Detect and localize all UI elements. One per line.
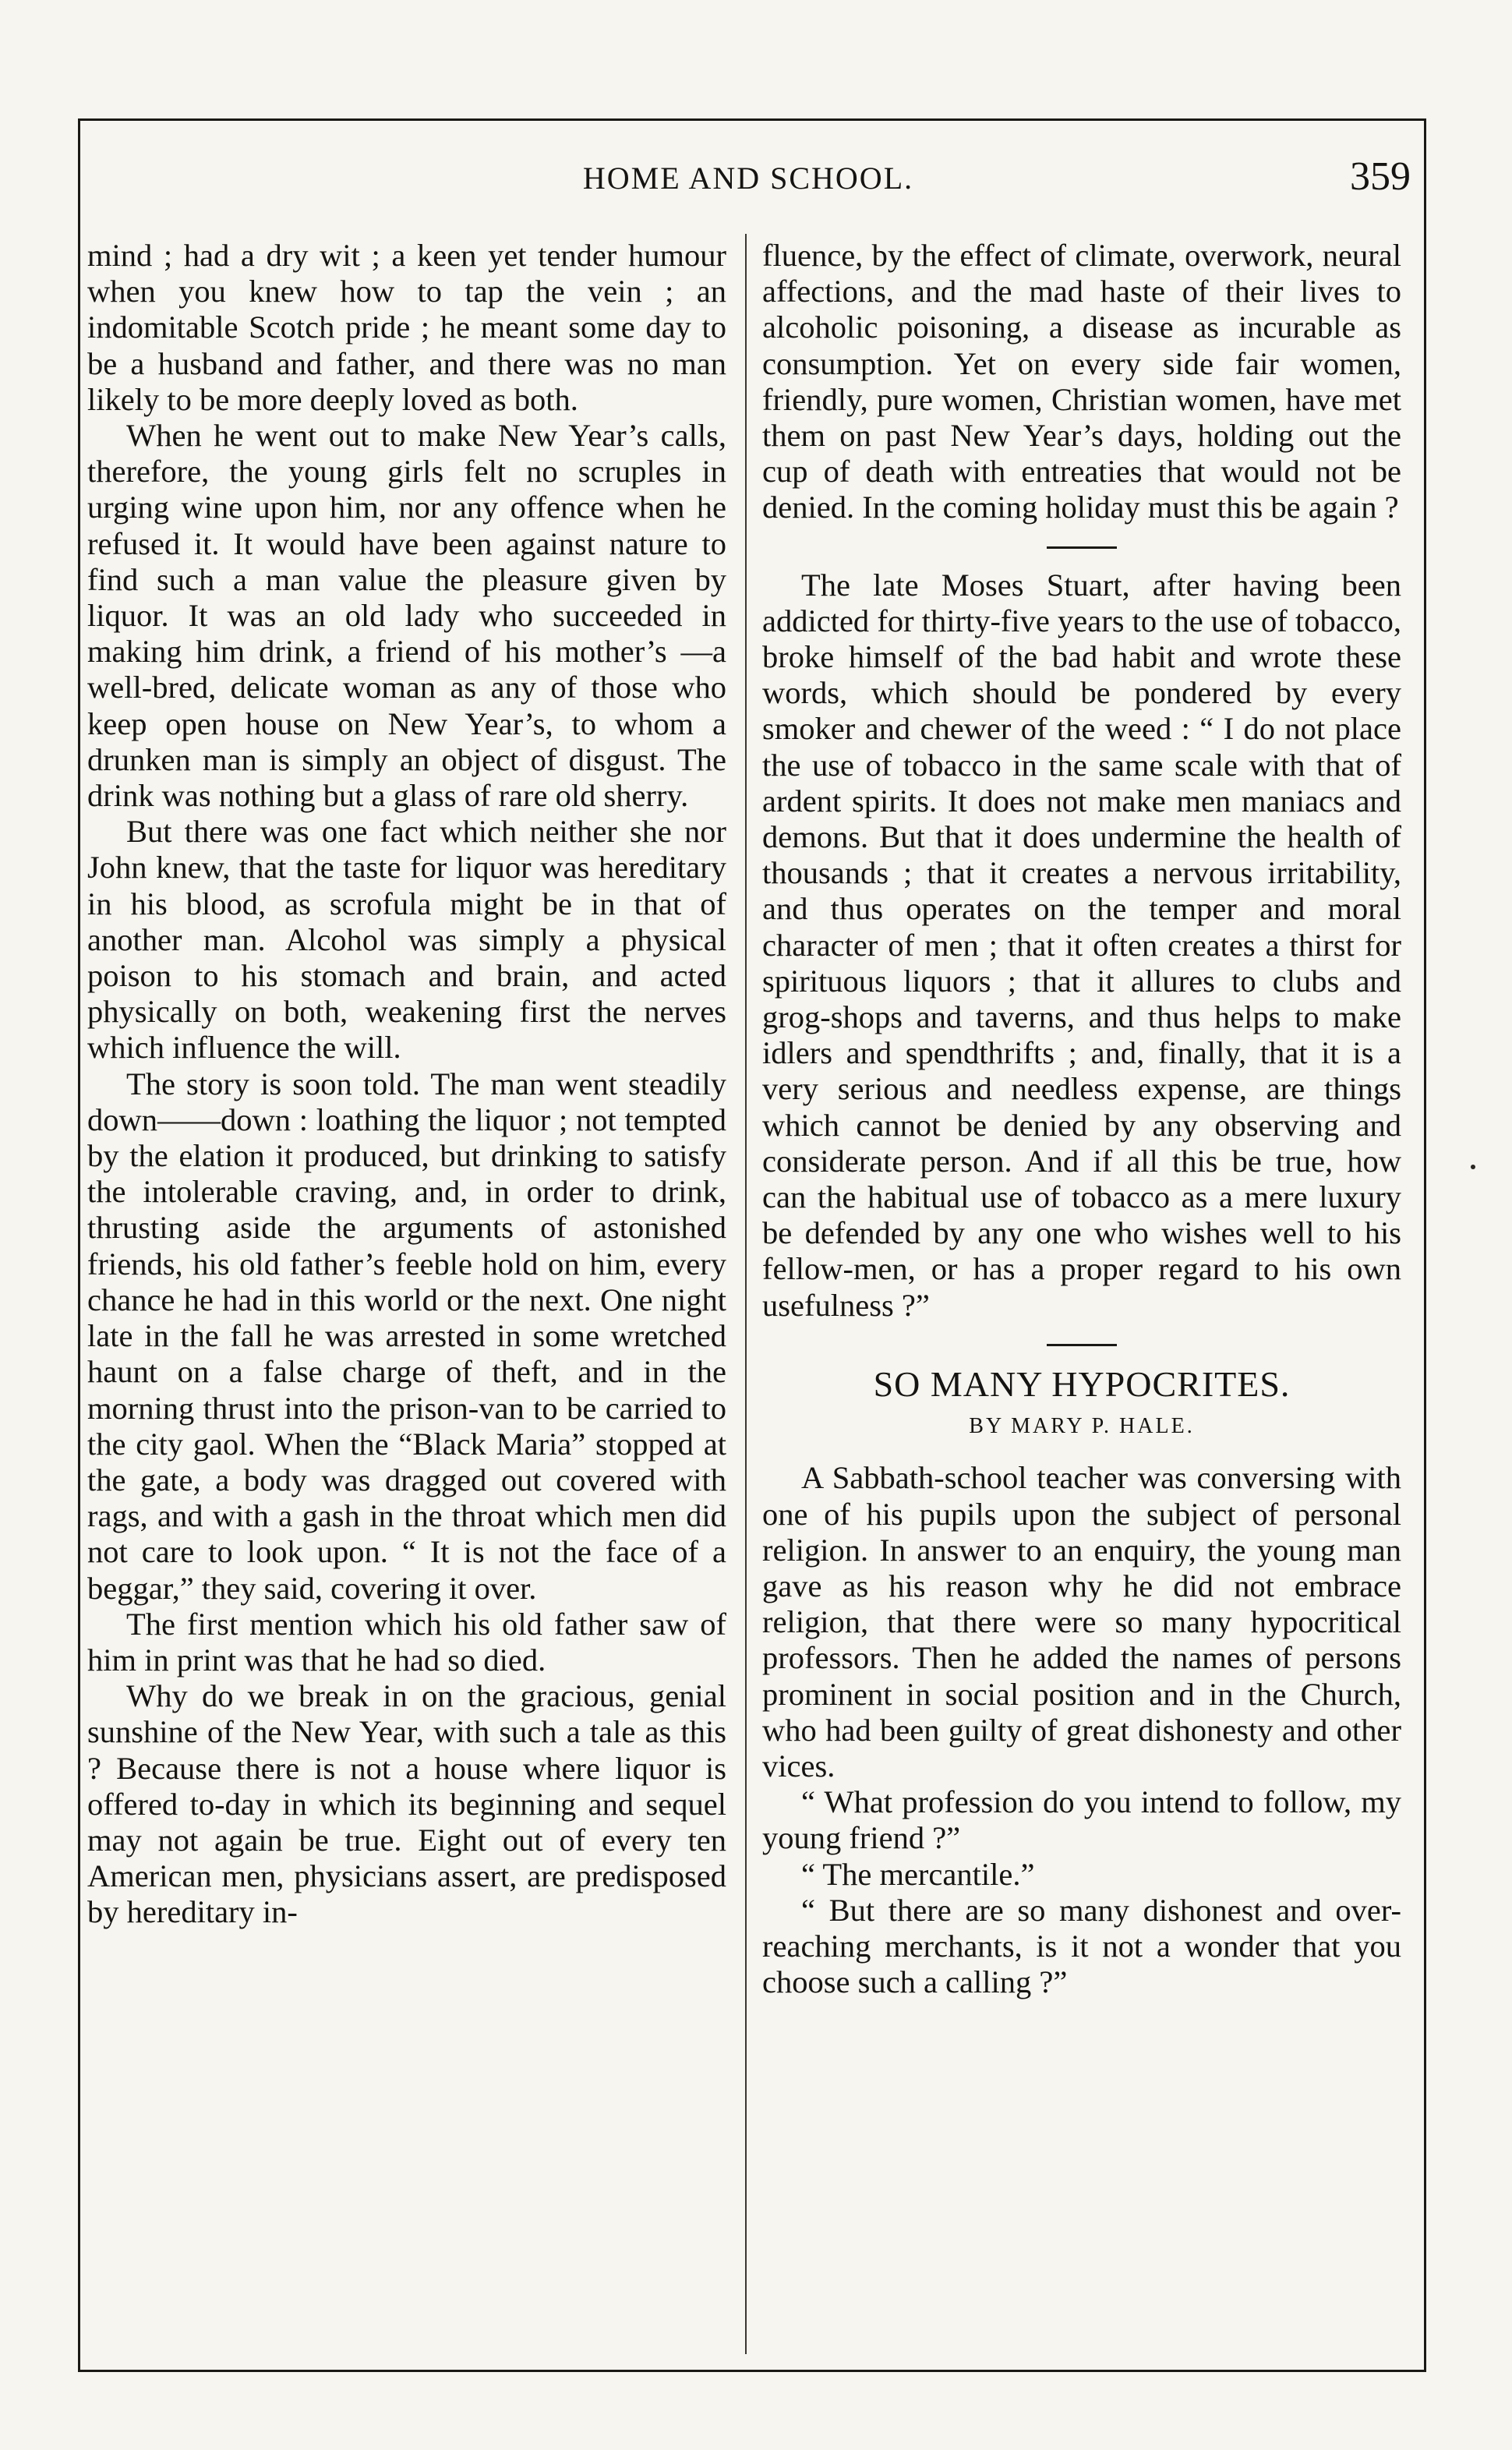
paragraph: fluence, by the effect of climate, overwork, neural affections, and the mad haste of their lives to alcoholic poisoning, a disease as incurable as consumption. Yet on every side fair women, friendly, pure women, Christian women, have met them on past New Year’s days, holding out the cup of death with entreaties that would not be denied. In the coming holiday must this be again ? bbox=[762, 238, 1401, 525]
left-border-rule bbox=[78, 118, 80, 2372]
paragraph: “ But there are so many dishonest and over-reaching merchants, is it not a wonder that you choose such a calling ?” bbox=[762, 1892, 1401, 2000]
article-byline: BY MARY P. HALE. bbox=[969, 1414, 1195, 1439]
article-title: SO MANY HYPOCRITES. bbox=[873, 1363, 1291, 1404]
right-border-rule bbox=[1424, 118, 1426, 2372]
paragraph: mind ; had a dry wit ; a keen yet tender humour when you knew how to tap the vein ; an indomitable Scotch pride ; he meant some day to be a husband and father, and there was no man likely to be more deeply loved as both. bbox=[87, 238, 726, 417]
running-head bbox=[86, 154, 1411, 207]
right-column bbox=[762, 238, 1401, 2000]
page-number: 359 bbox=[1350, 154, 1411, 199]
paragraph: Why do we break in on the gracious, genial sunshine of the New Year, with such a tale as this ? Because there is not a house where liquor is offered to-day in which its beginning and sequel may not again be true. Eight out of every ten American men, physicians assert, are predisposed by hereditary in- bbox=[87, 1678, 726, 1930]
top-border-rule bbox=[78, 118, 1426, 121]
bottom-border-rule bbox=[78, 2370, 1426, 2372]
left-column bbox=[87, 238, 726, 1931]
margin-speck bbox=[1471, 1165, 1475, 1169]
section-divider bbox=[1047, 546, 1117, 549]
paragraph: The late Moses Stuart, after having been addicted for thirty-five years to the use of tobacco, broke himself of the bad habit and wrote these words, which should be pondered by every smoker and chewer of the weed : “ I do not place the use of tobacco in the same scale with that of ardent spirits. It does not make men maniacs and demons. But that it does undermine the health of thousands ; that it creates a nervous irritability, and thus operates on the temper and moral character of men ; that it often creates a thirst for spirituous liquors ; that it allures to clubs and grog-shops and taverns, and thus helps to make idlers and spendthrifts ; and, finally, that it is a very serious and needless expense, are things which cannot be denied by any observing and considerate person. And if all this be true, how can the habitual use of tobacco as a mere luxury be defended by any one who wishes well to his fellow-men, or has a proper regard to his own usefulness ?” bbox=[762, 567, 1401, 1323]
paragraph: “ The mercantile.” bbox=[801, 1856, 1035, 1892]
column-divider bbox=[745, 234, 747, 2354]
paragraph: “ What profession do you intend to follow, my young friend ?” bbox=[762, 1784, 1401, 1856]
paragraph: The first mention which his old father saw of him in print was that he had so died. bbox=[87, 1606, 726, 1678]
paragraph: The story is soon told. The man went steadily down——down : loathing the liquor ; not tempted by the elation it produced, but drinking to satisfy the intolerable craving, and, in order to drink, thrusting aside the arguments of astonished friends, his old father’s feeble hold on him, every chance he had in this world or the next. One night late in the fall he was arrested in some wretched haunt on a false charge of theft, and in the morning thrust into the prison-van to be carried to the city gaol. When the “Black Maria” stopped at the gate, a body was dragged out covered with rags, and with a gash in the throat which men did not care to look upon. “ It is not the face of a beggar,” they said, covering it over. bbox=[87, 1066, 726, 1606]
section-divider bbox=[1047, 1344, 1117, 1346]
running-title: HOME AND SCHOOL. bbox=[582, 161, 914, 196]
paragraph: A Sabbath-school teacher was conversing with one of his pupils upon the subject of personal religion. In answer to an enquiry, the young man gave as his reason why he did not embrace religion, that there were so many hypocritical professors. Then he added the names of persons prominent in social position and in the Church, who had been guilty of great dishonesty and other vices. bbox=[762, 1460, 1401, 1784]
paragraph: When he went out to make New Year’s calls, therefore, the young girls felt no scruples in urging wine upon him, nor any offence when he refused it. It would have been against nature to find such a man value the pleasure given by liquor. It was an old lady who succeeded in making him drink, a friend of his mother’s —a well-bred, delicate woman as any of those who keep open house on New Year’s, to whom a drunken man is simply an object of disgust. The drink was nothing but a glass of rare old sherry. bbox=[87, 418, 726, 814]
paragraph: But there was one fact which neither she nor John knew, that the taste for liquor was hereditary in his blood, as scrofula might be in that of another man. Alcohol was simply a physical poison to his stomach and brain, and acted physically on both, weakening first the nerves which influence the will. bbox=[87, 814, 726, 1066]
